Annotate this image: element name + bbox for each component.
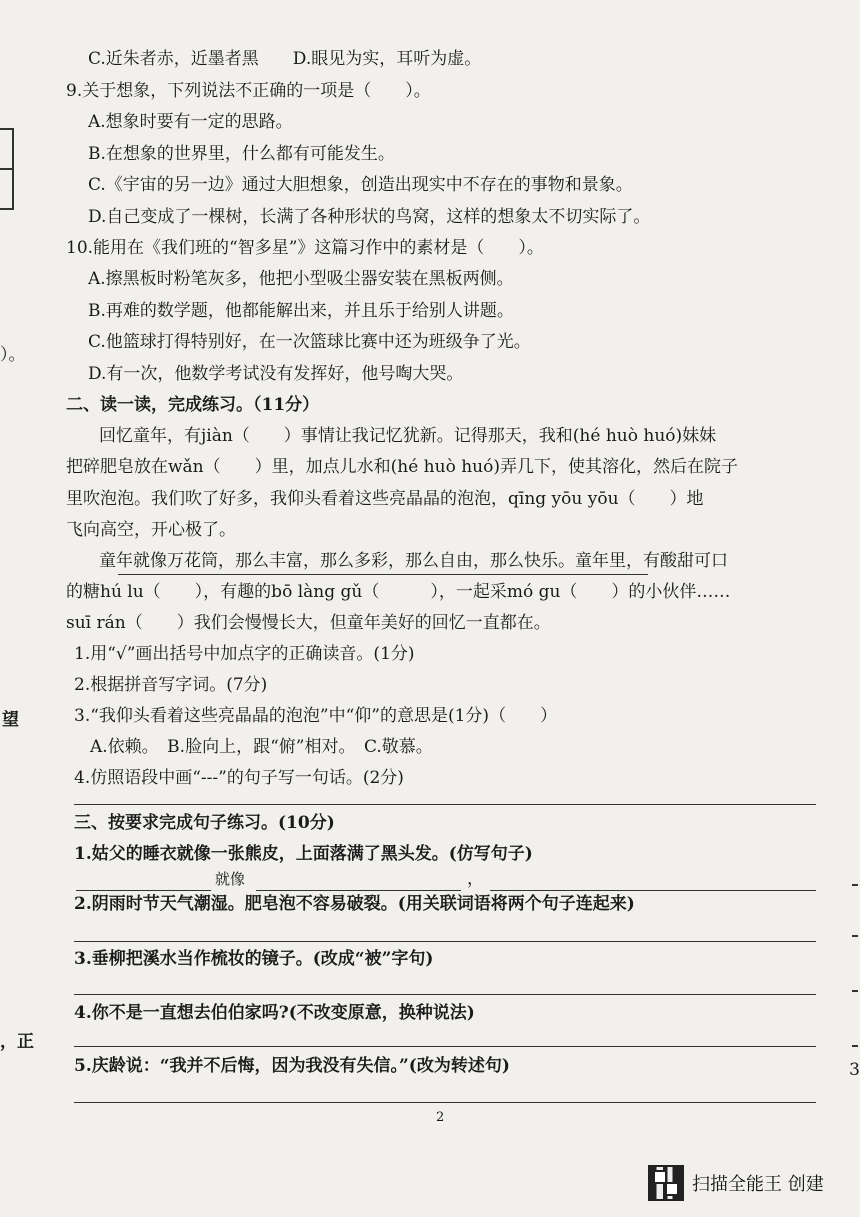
answer-line-s3-q4 (74, 1046, 816, 1047)
passage-line-6: 的糖hú lu（ ），有趣的bō làng gǔ（ ），一起采mó gu（ ）的小伙伴…… (66, 582, 731, 602)
margin-right-mark (852, 884, 858, 886)
answer-line-s3-q2 (74, 941, 816, 942)
passage-line-7: suī rán（ ）我们会慢慢长大，但童年美好的回忆一直都在。 (66, 613, 551, 633)
answer-blank-2 (256, 890, 461, 891)
answer-blank-3 (490, 890, 816, 891)
answer-blank-1 (76, 890, 211, 891)
jiuxiang-label: 就像 (215, 870, 246, 888)
margin-right-three: 3 (849, 1060, 860, 1080)
margin-right-mark (852, 990, 858, 992)
line-0: C.近朱者赤，近墨者黑 D.眼见为实，耳听为虚。 (88, 49, 482, 69)
answer-line-s3-q3 (74, 994, 816, 995)
question-10: 10.能用在《我们班的“智多星”》这篇习作中的素材是（ ）。 (66, 238, 544, 258)
margin-right-mark (852, 1045, 858, 1047)
passage-line-4: 飞向高空，开心极了。 (66, 520, 236, 540)
q10-option-c: C.他篮球打得特别好，在一次篮球比赛中还为班级争了光。 (88, 332, 531, 352)
margin-box-divider (0, 168, 12, 170)
scanner-app-text: 扫描全能王 创建 (692, 1174, 824, 1195)
margin-left-wang: 望 (2, 710, 19, 730)
passage-line-1: 回忆童年，有jiàn（ ）事情让我记忆犹新。记得那天，我和(hé huò huó)妹妹 (82, 426, 717, 446)
s2-q4: 4.仿照语段中画“---”的句子写一句话。(2分) (74, 768, 404, 788)
q9-option-b: B.在想象的世界里，什么都有可能发生。 (88, 144, 395, 164)
q10-option-d: D.有一次，他数学考试没有发挥好，他号啕大哭。 (88, 364, 464, 384)
comma-mark: ， (467, 869, 484, 889)
s2-q2: 2.根据拼音写字词。(7分) (74, 675, 268, 695)
s2-q1: 1.用“√”画出括号中加点字的正确读音。(1分) (74, 644, 415, 664)
s2-q3-options: A.依赖。 B.脸向上，跟“俯”相对。 C.敬慕。 (90, 737, 433, 757)
section-3-heading: 三、按要求完成句子练习。(10分) (74, 813, 335, 833)
q10-option-b: B.再难的数学题，他都能解出来，并且乐于给别人讲题。 (88, 301, 514, 321)
margin-left-zheng: ，正 (0, 1032, 34, 1052)
qr-code-icon (648, 1165, 684, 1201)
page-number: 2 (436, 1110, 445, 1125)
answer-line-s2-q4 (74, 804, 816, 805)
s2-q3: 3.“我仰头看着这些亮晶晶的泡泡”中“仰”的意思是(1分)（ ） (74, 706, 558, 726)
passage-line-5: 童年就像万花筒，那么丰富，那么多彩，那么自由，那么快乐。童年里，有酸甜可口 (82, 551, 728, 571)
q9-option-a: A.想象时要有一定的思路。 (88, 112, 293, 132)
s3-q2: 2.阴雨时节天气潮湿。肥皂泡不容易破裂。(用关联词语将两个句子连起来) (74, 894, 635, 914)
s3-q4: 4.你不是一直想去伯伯家吗?(不改变原意，换种说法) (74, 1003, 475, 1023)
s3-q3: 3.垂柳把溪水当作梳妆的镜子。(改成“被”字句) (74, 949, 434, 969)
q10-option-a: A.擦黑板时粉笔灰多，他把小型吸尘器安装在黑板两侧。 (88, 269, 514, 289)
question-9: 9.关于想象，下列说法不正确的一项是（ ）。 (66, 81, 431, 101)
passage-line-3: 里吹泡泡。我们吹了好多，我仰头看着这些亮晶晶的泡泡，qīng yōu yōu（ ）地 (66, 489, 704, 509)
passage-line-2: 把碎肥皂放在wǎn（ ）里，加点儿水和(hé huò huó)弄几下，使其溶化，然后在院子 (66, 457, 738, 477)
answer-line-s3-q5 (74, 1102, 816, 1103)
s3-q5: 5.庆龄说：“我并不后悔，因为我没有失信。”(改为转述句) (74, 1056, 510, 1076)
q9-option-c: C.《宇宙的另一边》通过大胆想象，创造出现实中不存在的事物和景象。 (88, 175, 633, 195)
underlined-sentence-mark (118, 574, 648, 575)
section-2-heading: 二、读一读，完成练习。（11分） (66, 395, 320, 415)
s3-q1: 1.姑父的睡衣就像一张熊皮，上面落满了黑头发。(仿写句子) (74, 844, 533, 864)
q9-option-d: D.自己变成了一棵树，长满了各种形状的鸟窝，这样的想象太不切实际了。 (88, 207, 651, 227)
margin-right-mark (852, 935, 858, 937)
margin-left-paren: ）。 (0, 345, 26, 365)
scanner-watermark (648, 1163, 824, 1203)
